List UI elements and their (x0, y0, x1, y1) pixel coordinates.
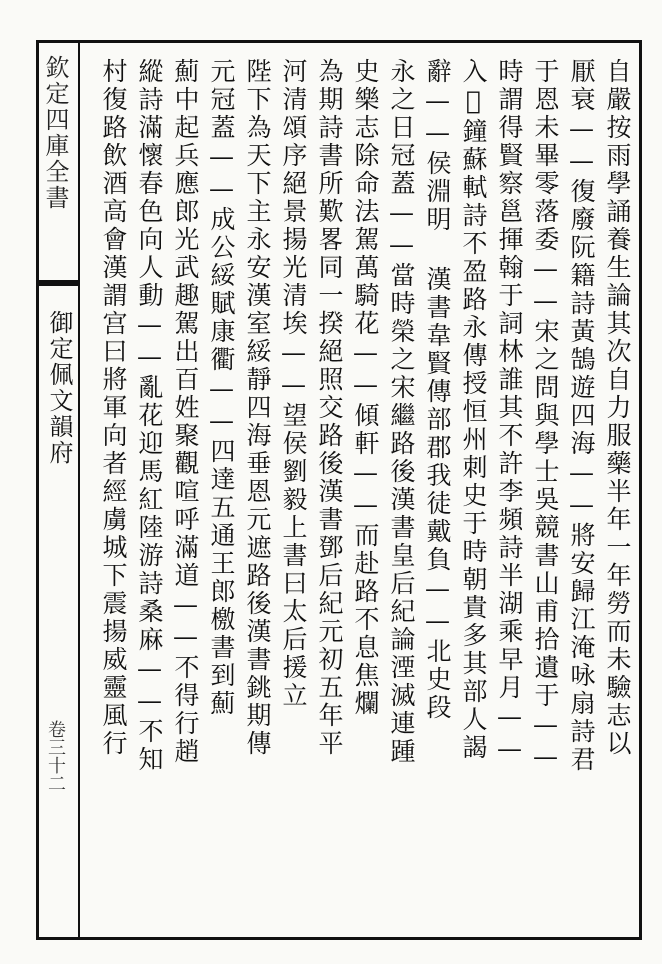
text-column: 永之日冠蓋——當時榮之宋繼路後漢書皇后紀論湮滅連踵 (387, 58, 416, 766)
text-column: 厭衰——復廢阮籍詩黃鵠遊四海——將安歸江淹咏扇詩君 (567, 58, 596, 774)
book-title: 御定佩文韻府 (45, 310, 73, 466)
fish-tail-mark (38, 280, 78, 286)
text-column: 村復路飲酒高會漢謂宫曰將軍向者經虜城下震揚威靈風行 (99, 58, 128, 758)
text-column: 陛下為天下主永安漢室綏靜四海垂恩元遮路後漢書銚期傳 (243, 58, 272, 758)
text-column: 縱詩滿懷春色向人動——亂花迎馬紅陸游詩桑麻——不知 (135, 58, 164, 774)
text-column: 薊中起兵應郎光武趣駕出百姓聚觀喧呼滿道——不得行趙 (171, 58, 200, 766)
text-column: 自嚴按雨學誦養生論其次自力服藥半年一年勞而未驗志以 (603, 58, 632, 758)
running-head: 欽定四庫全書 (41, 55, 69, 211)
text-column: 史樂志除命法駕萬騎花——傾軒——而赴路不息焦爛 (351, 58, 380, 718)
margin-divider (78, 40, 80, 940)
text-column: 于恩未畢零落委——宋之問與學士吳競書山甫拾遺于—— (531, 58, 560, 774)
text-column: 辭——侯淵明 漢書韋賢傳部郡我徒戴負——北史段 (423, 58, 452, 722)
page-number: 卷三十二 (45, 720, 66, 792)
text-column: 元冠蓋——成公綏賦康衢——四達五通王郎檄書到薊 (207, 58, 236, 718)
text-column: 入𢘝鐘蘇軾詩不盈路永傳授恒州刺史于時朝貴多其部人謁 (459, 58, 488, 762)
text-column: 時謂得賢察邕揮翰于詞林誰其不許李頻詩半湖乘早月—— (495, 58, 524, 766)
text-column: 河清頌序絕景揚光清埃——望侯劉毅上書曰太后援立 (279, 58, 308, 710)
text-column: 為期詩書所歎畧同一揆絕照交路後漢書鄧后紀元初五年平 (315, 58, 344, 758)
